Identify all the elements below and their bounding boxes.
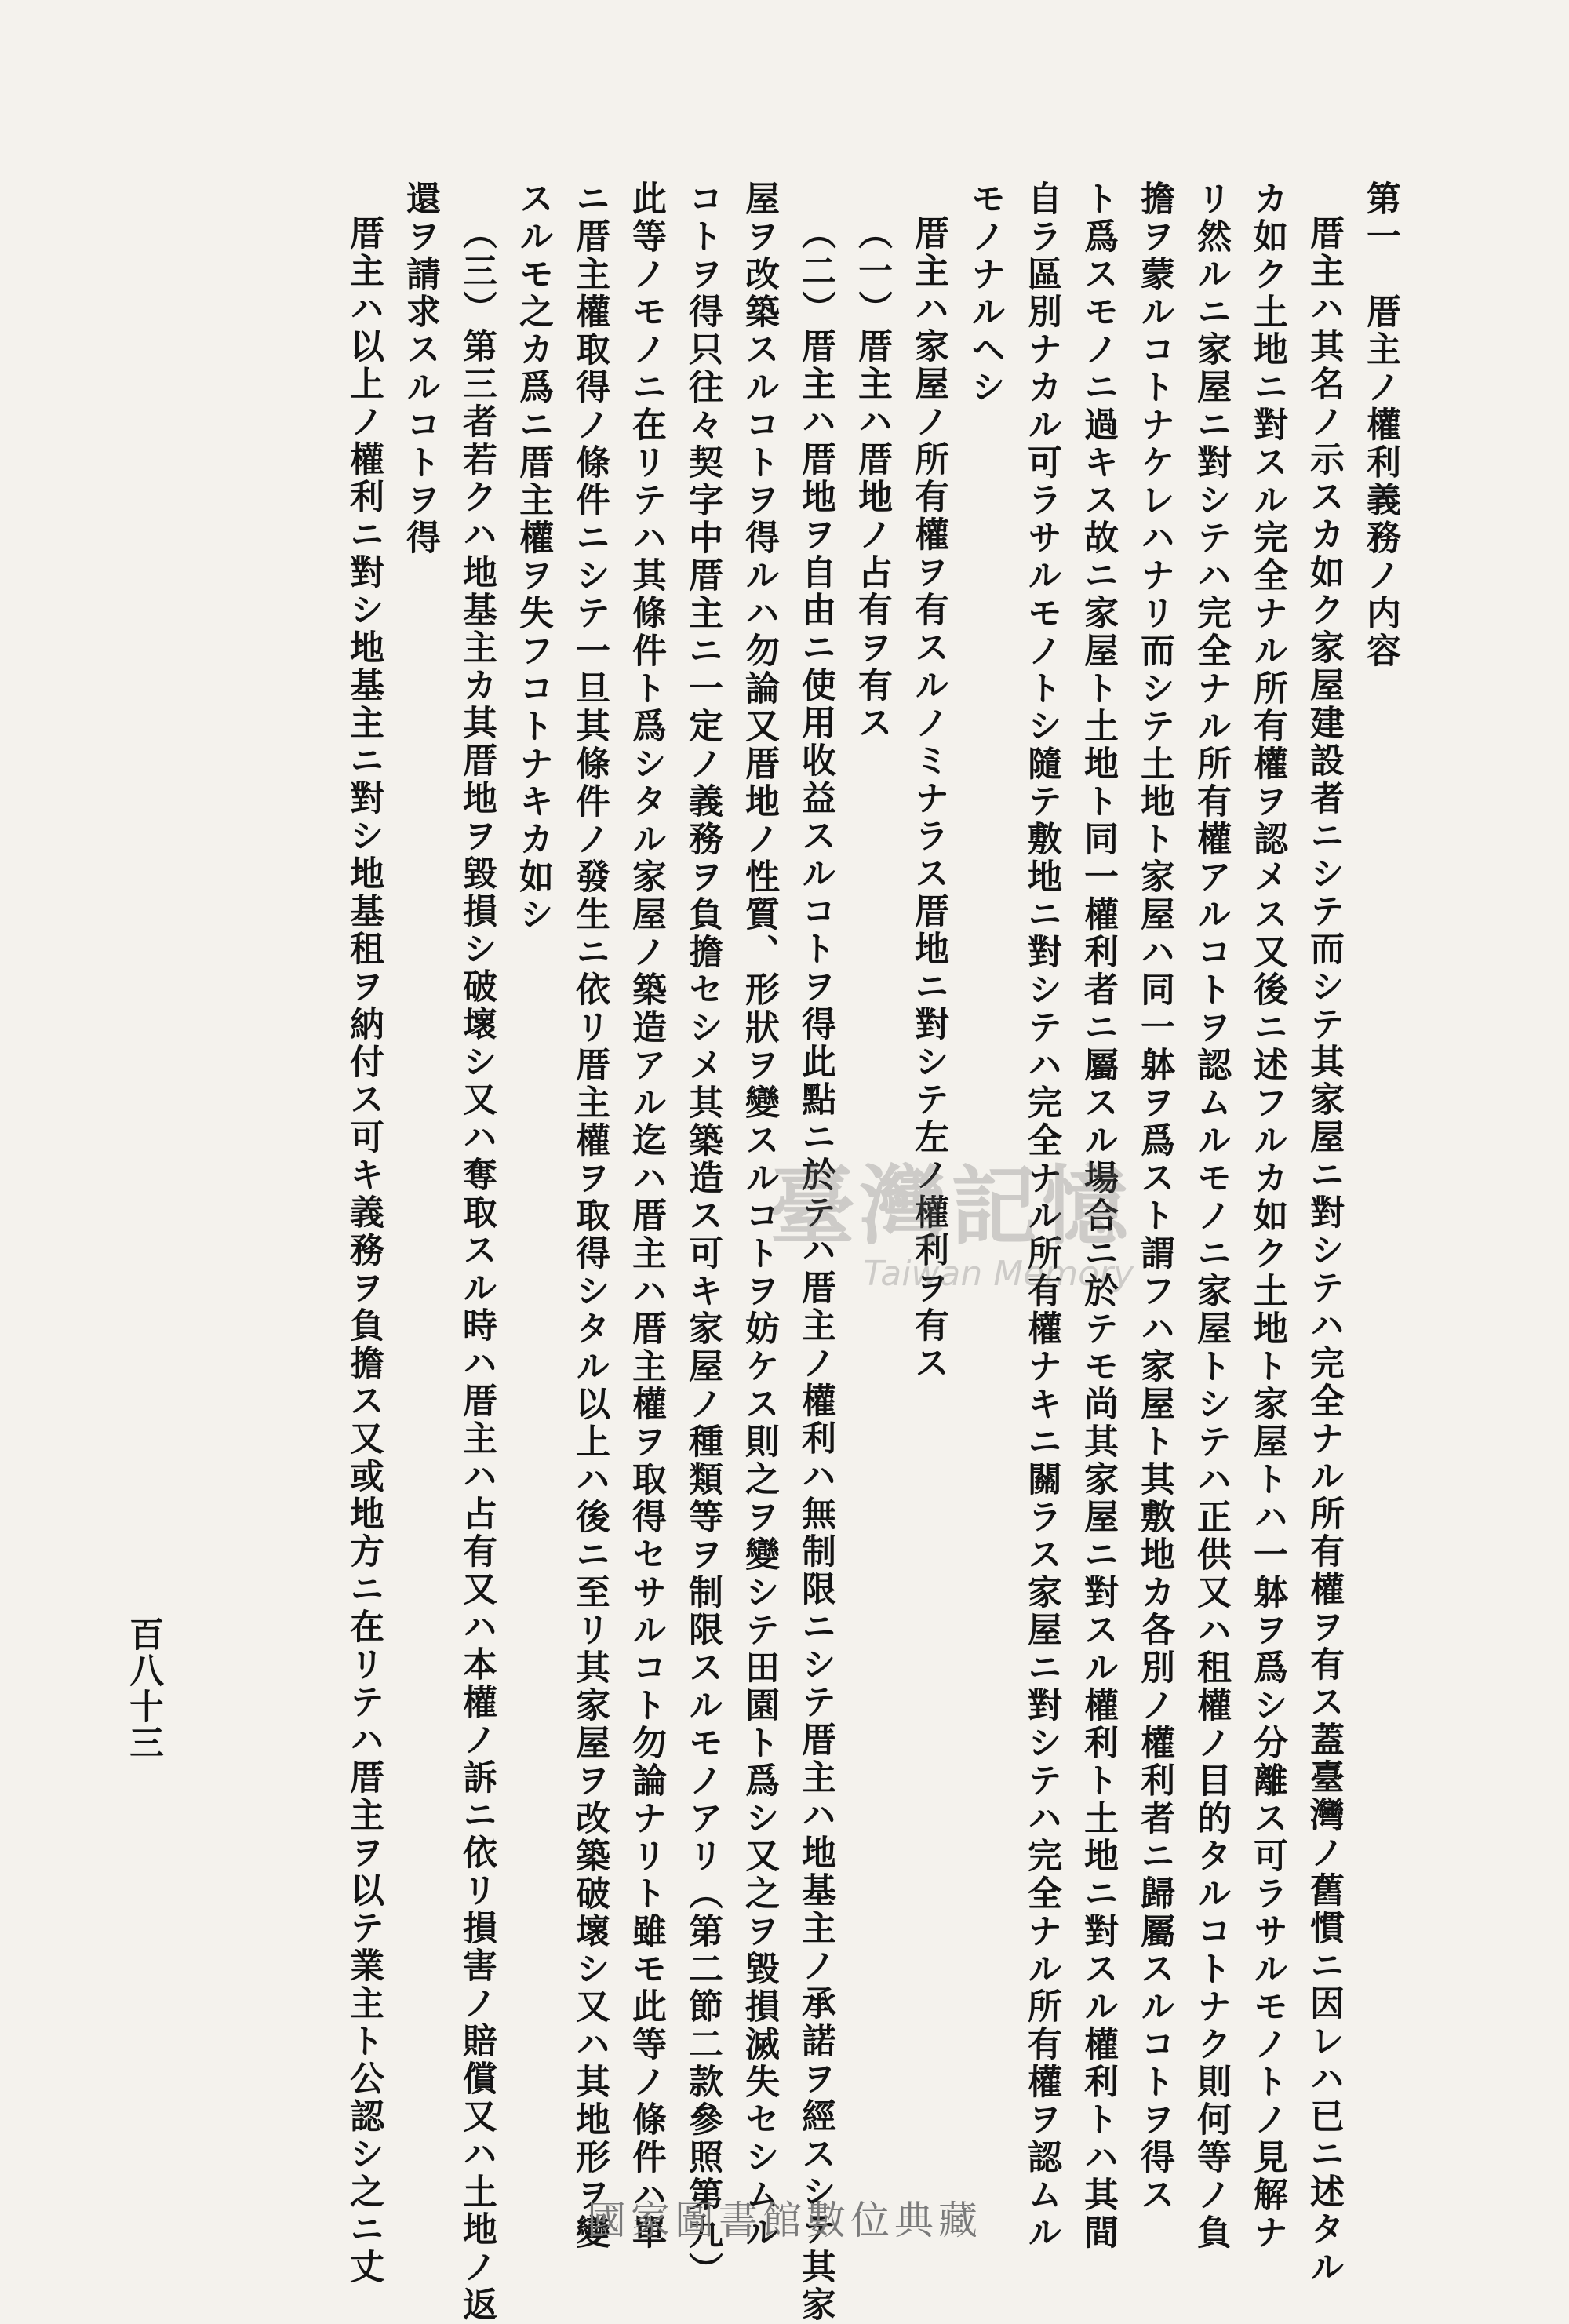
text-column: 第一 厝主ノ權利義務ノ内容 bbox=[1360, 180, 1400, 670]
text-column: （二）厝主ハ厝地ヲ自由ニ使用收益スルコトヲ得此點ニ於テハ厝主ノ權利ハ無制限ニシテ厝主ハ地基主ノ承諾ヲ經スシテ其家 bbox=[795, 215, 835, 2324]
text-column: 厝主ハ家屋ノ所有權ヲ有スルノミナラス厝地ニ對シテ左ノ權利ヲ有ス bbox=[908, 215, 948, 1382]
text-column: 還ヲ請求スルコトヲ得 bbox=[400, 180, 440, 557]
page-number: 百八十三 bbox=[123, 1616, 163, 1761]
text-column: 自ラ區別ナカル可ラサルモノトシ隨テ敷地ニ對シテハ完全ナル所有權ナキニ關ラス家屋ニ對シテハ完全ナル所有權ヲ認ムル bbox=[1021, 180, 1061, 2252]
watermark-chinese: 臺灣記憶 bbox=[769, 1156, 1133, 1257]
text-column: モノナルヘシ bbox=[965, 180, 1005, 406]
text-column: スルモ之カ爲ニ厝主權ヲ失フコトナキカ如シ bbox=[513, 180, 553, 934]
footer-credit: 國家圖書館數位典藏 bbox=[587, 2198, 982, 2243]
text-column: リ然ルニ家屋ニ對シテハ完全ナル所有權アルコトヲ認ムルモノニ家屋トシテハ正供又ハ租權ノ目的タルコトナク則何等ノ負 bbox=[1191, 180, 1231, 2252]
watermark-english: Taiwan Memory bbox=[863, 1254, 1134, 1294]
text-column: ニ厝主權取得ノ條件ニシテ一旦其條件ノ發生ニ依リ厝主權ヲ取得シタル以上ハ後ニ至リ其家屋ヲ改築破壞シ又ハ其地形ヲ變 bbox=[570, 180, 610, 2252]
text-column: （一）厝主ハ厝地ノ占有ヲ有ス bbox=[852, 215, 892, 742]
text-column: （三）第三者若クハ地基主カ其厝地ヲ毀損シ破壞シ又ハ奪取スル時ハ厝主ハ占有又ハ本權ノ訴ニ依リ損害ノ賠償又ハ土地ノ返 bbox=[457, 215, 497, 2324]
text-column: コトヲ得只往々契字中厝主ニ一定ノ義務ヲ負擔セシメ其築造ス可キ家屋ノ種類等ヲ制限スルモノアリ（第二節二款參照第九） bbox=[683, 180, 723, 2289]
text-column: 此等ノモノニ在リテハ其條件ト爲シタル家屋ノ築造アル迄ハ厝主ハ厝主權ヲ取得セサルコト勿論ナリト雖モ此等ノ條件ハ單 bbox=[626, 180, 666, 2252]
text-column: 擔ヲ蒙ルコトナケレハナリ而シテ土地ト家屋ハ同一躰ヲ爲スト謂フハ家屋ト其敷地カ各別ノ權利者ニ歸屬スルコトヲ得ス bbox=[1134, 180, 1174, 2214]
text-column: カ如ク土地ニ對スル完全ナル所有權ヲ認メス又後ニ述フルカ如ク土地ト家屋トハ一躰ヲ爲シ分離ス可ラサルモノトノ見解ナ bbox=[1247, 180, 1287, 2252]
text-column: 厝主ハ以上ノ權利ニ對シ地基主ニ對シ地基租ヲ納付ス可キ義務ヲ負擔ス又或地方ニ在リテハ厝主ヲ以テ業主ト公認シ之ニ丈 bbox=[344, 215, 384, 2286]
text-column: 屋ヲ改築スルコトヲ得ルハ勿論又厝地ノ性質、形狀ヲ變スルコトヲ妨ケス則之ヲ變シテ田園ト爲シ又之ヲ毀損滅失セシムル bbox=[739, 180, 779, 2252]
text-column: ト爲スモノニ過キス故ニ家屋ト土地ト同一權利者ニ屬スル場合ニ於テモ尚其家屋ニ對スル權利ト土地ニ對スル權利トハ其間 bbox=[1078, 180, 1118, 2252]
text-column: 厝主ハ其名ノ示スカ如ク家屋建設者ニシテ而シテ其家屋ニ對シテハ完全ナル所有權ヲ有ス蓋臺灣ノ舊慣ニ因レハ已ニ述タル bbox=[1304, 215, 1344, 2286]
